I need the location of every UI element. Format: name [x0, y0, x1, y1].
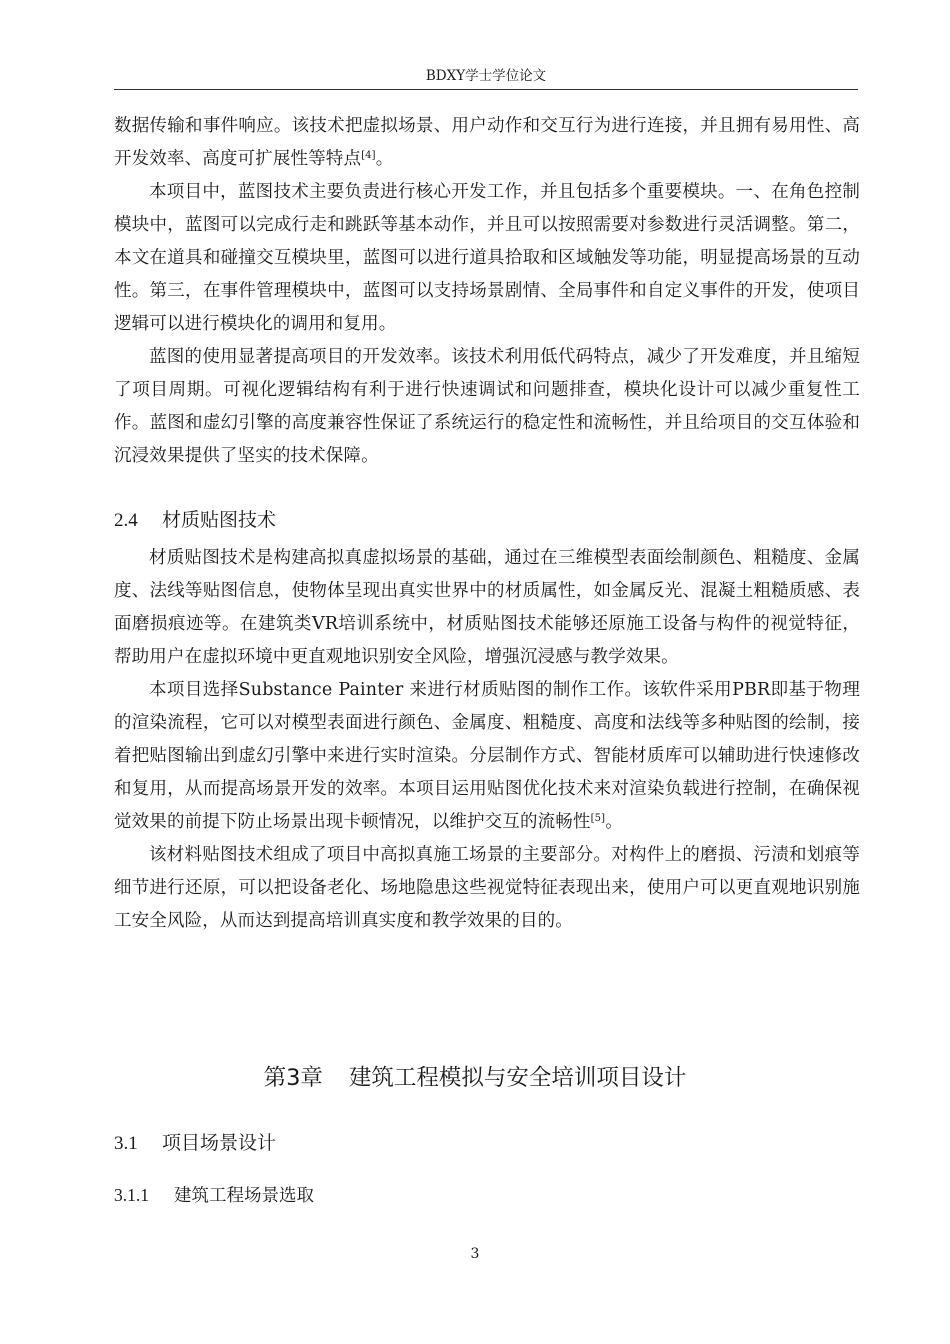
paragraph: 本项目中，蓝图技术主要负责进行核心开发工作，并且包括多个重要模块。一、在角色控制模块中，蓝图可以完成行走和跳跃等基本动作，并且可以按照需要对参数进行灵活调整。第二，本文在道具和碰撞交互模块里，蓝图可以进行道具拾取和区域触发等功能，明显提高场景的互动性。第三，在事件管理模块中，蓝图可以支持场景剧情、全局事件和自定义事件的开发，使项目逻辑可以进行模块化的调用和复用。	[114, 182, 860, 334]
paragraph-end: 。	[375, 149, 394, 169]
paragraph: 该材料贴图技术组成了项目中高拟真施工场景的主要部分。对构件上的磨损、污渍和划痕等细节进行还原，可以把设备老化、场地隐患这些视觉特征表现出来，使用户可以更直观地识别施工安全风险，从而达到提高培训真实度和教学效果的目的。	[114, 845, 860, 931]
section-title: 项目场景设计	[162, 1132, 277, 1154]
citation-ref[interactable]: [5]	[590, 813, 606, 824]
chapter-label: 第3章	[263, 1065, 323, 1091]
subsection-number: 3.1.1	[114, 1185, 149, 1205]
paragraph	[114, 110, 860, 176]
chapter-title: 建筑工程模拟与安全培训项目设计	[348, 1065, 687, 1091]
section-title: 材质贴图技术	[162, 509, 277, 531]
paragraph: 材质贴图技术是构建高拟真虚拟场景的基础，通过在三维模型表面绘制颜色、粗糙度、金属度、法线等贴图信息，使物体呈现出真实世界中的材质属性，如金属反光、混凝土粗糙质感、表面磨损痕迹等。在建筑类VR培训系统中，材质贴图技术能够还原施工设备与构件的视觉特征，帮助用户在虚拟环境中更直观地识别安全风险，增强沉浸感与教学效果。	[114, 548, 860, 667]
subsection-heading-3-1-1	[114, 1182, 314, 1207]
section-2-4-body	[114, 542, 860, 938]
paragraph-text: 数据传输和事件响应。该技术把虚拟场景、用户动作和交互行为进行连接，并且拥有易用性、高开发效率、高度可扩展性等特点	[114, 116, 860, 169]
chapter-heading	[0, 1060, 950, 1092]
section-heading-3-1	[114, 1128, 276, 1155]
paragraph: 蓝图的使用显著提高项目的开发效率。该技术利用低代码特点，减少了开发难度，并且缩短了项目周期。可视化逻辑结构有利于进行快速调试和问题排查，模块化设计可以减少重复性工作。蓝图和虚幻引擎的高度兼容性保证了系统运行的稳定性和流畅性，并且给项目的交互体验和沉浸效果提供了坚实的技术保障。	[114, 347, 860, 466]
citation-ref[interactable]: [4]	[361, 150, 376, 161]
page-number: 3	[470, 1246, 480, 1262]
running-header: BDXY学士学位论文	[114, 66, 858, 90]
paragraph-end: 。	[605, 812, 623, 832]
intro-body	[114, 110, 860, 473]
paragraph-text: 本项目选择Substance Painter 来进行材质贴图的制作工作。该软件采用PBR即基于物理的渲染流程，它可以对模型表面进行颜色、金属度、粗糙度、高度和法线等多种贴图的绘制，接着把贴图输出到虚幻引擎中来进行实时渲染。分层制作方式、智能材质库可以辅助进行快速修改和复用，从而提高场景开发的效率。本项目运用贴图优化技术来对渲染负载进行控制，在确保视觉效果的前提下防止场景出现卡顿情况，以维护交互的流畅性	[114, 680, 860, 832]
section-heading-2-4	[114, 505, 276, 532]
subsection-title: 建筑工程场景选取	[174, 1186, 314, 1206]
section-number: 3.1	[114, 1133, 138, 1154]
paragraph	[114, 674, 860, 839]
section-number: 2.4	[114, 510, 138, 531]
